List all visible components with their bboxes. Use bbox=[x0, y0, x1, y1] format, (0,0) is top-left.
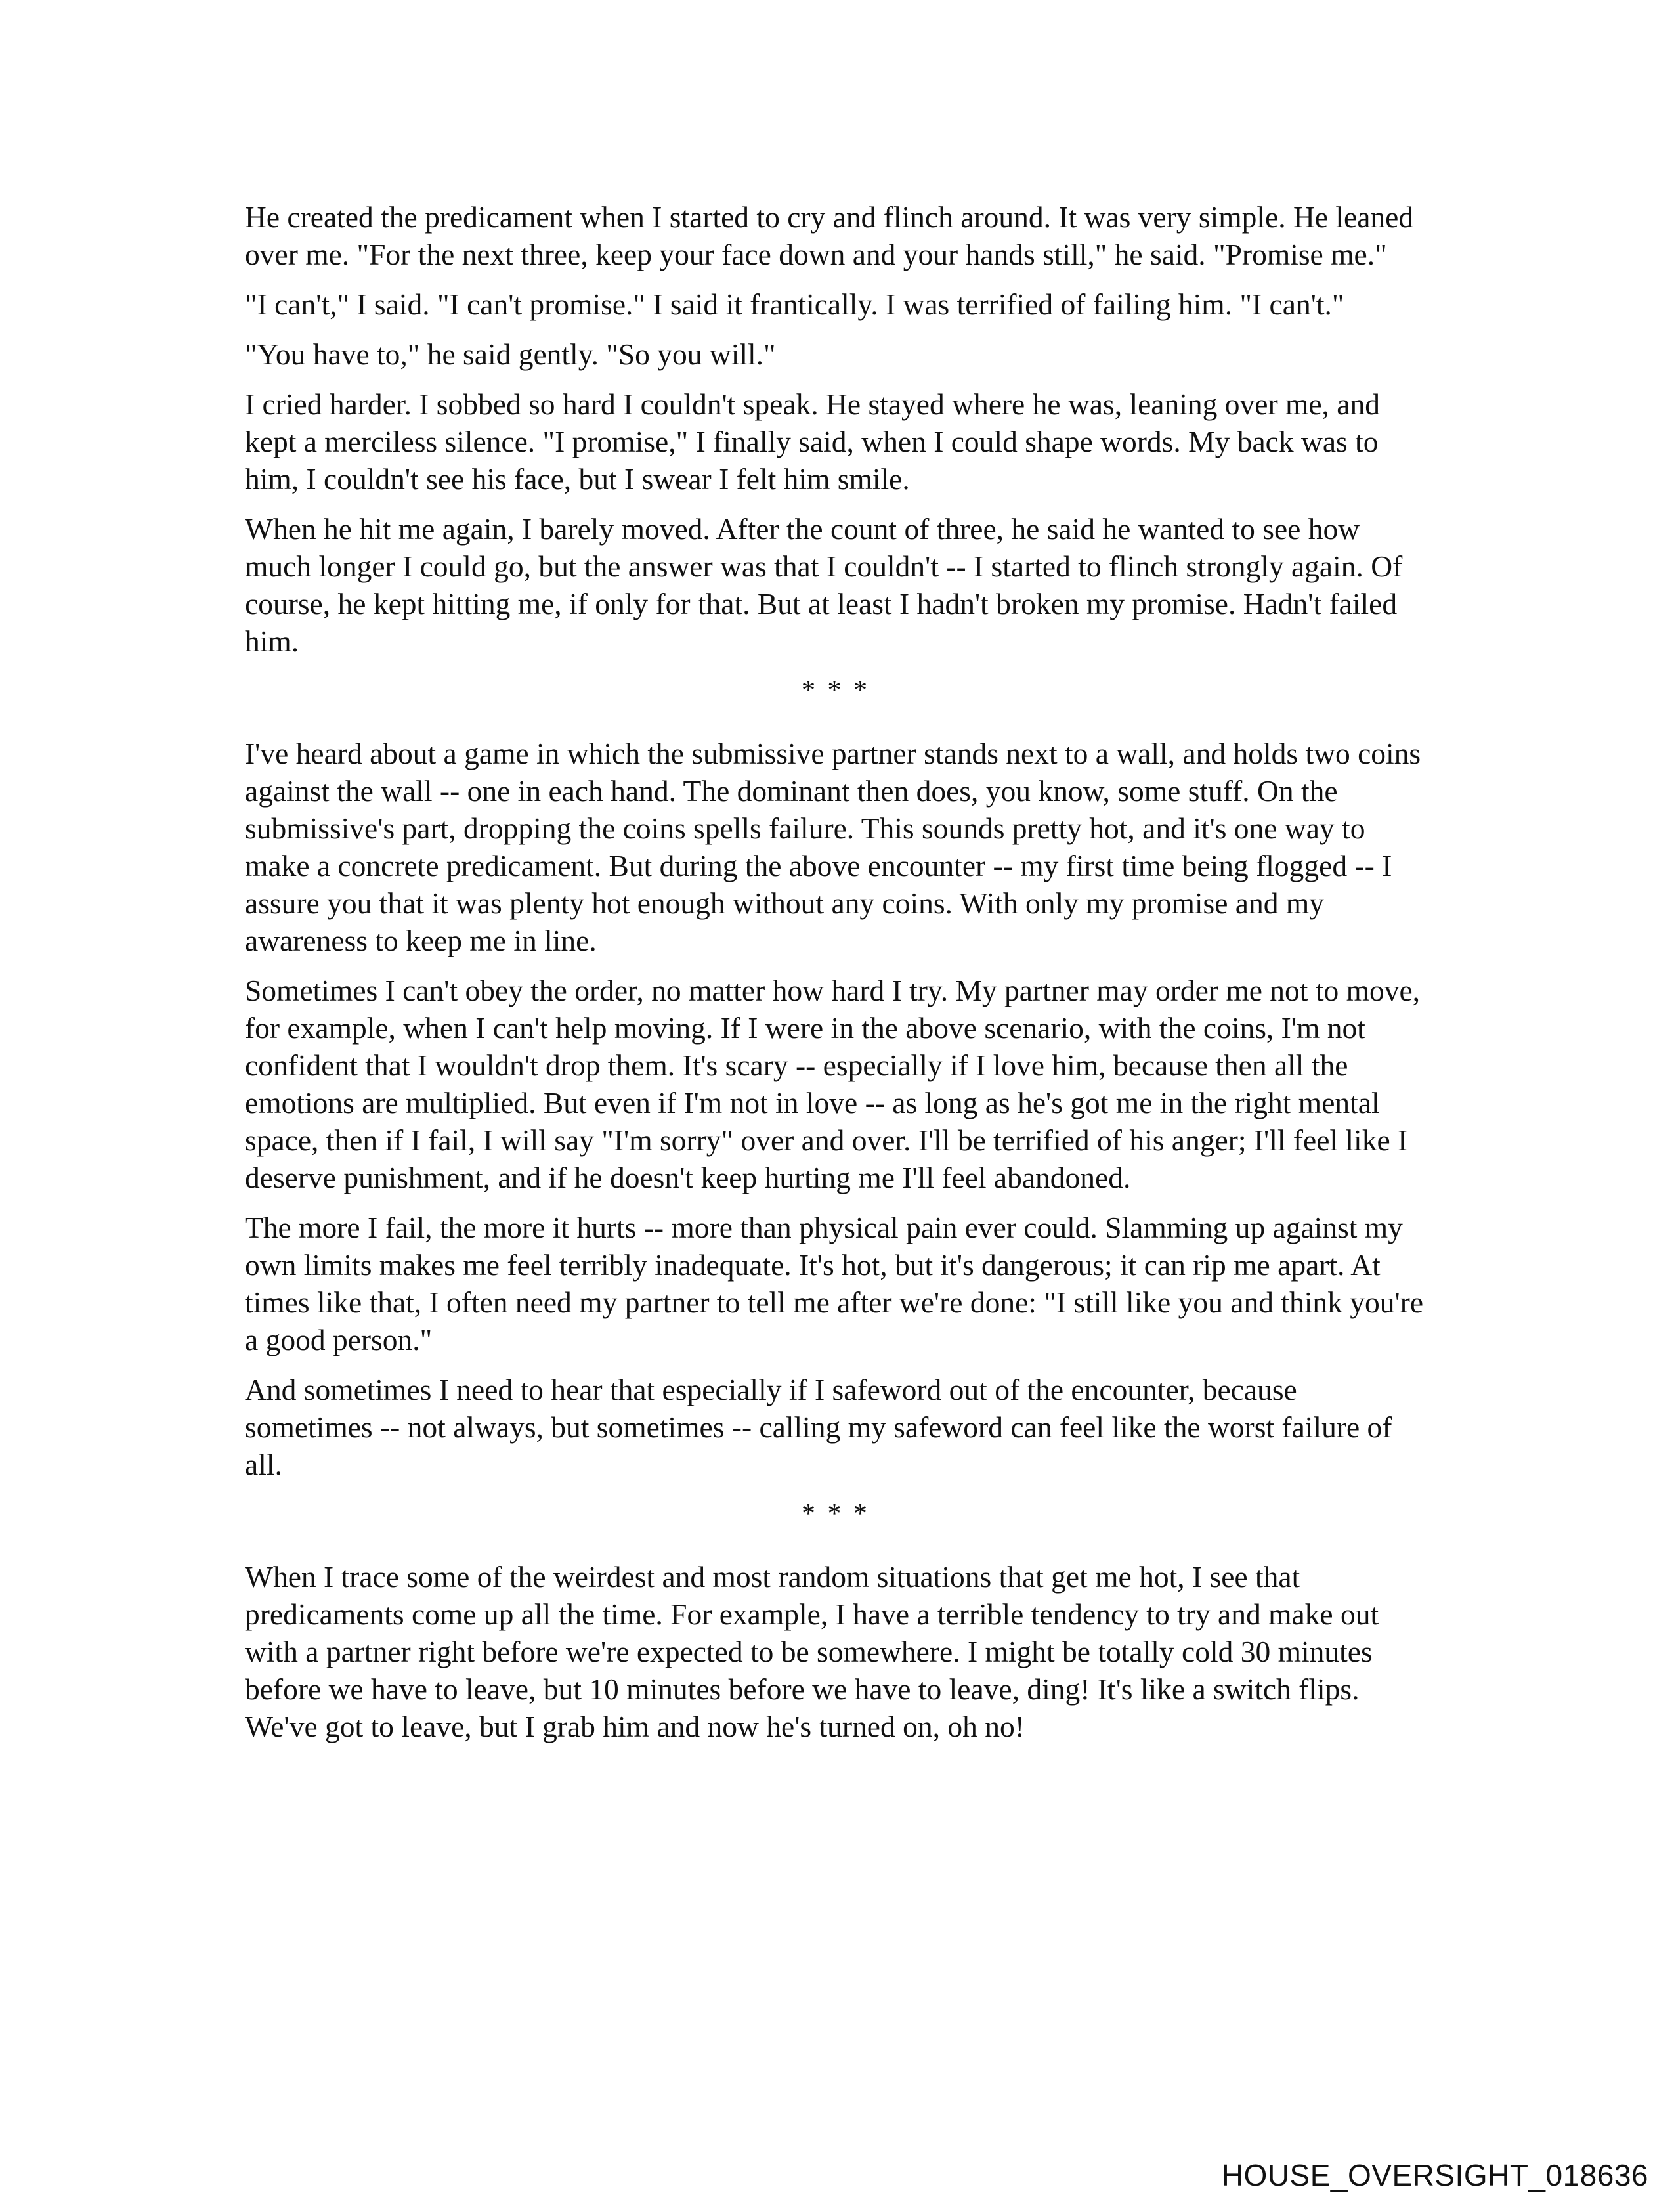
section-divider: * * * bbox=[802, 1499, 870, 1529]
paragraph: When he hit me again, I barely moved. After the count of three, he said he wanted to see how much longer I could go, but the answer was that I couldn't -- I started to flinch strongly again. Of course, he kept hitting me, if only for that. But at least I hadn't broken my promise. Hadn't failed him. bbox=[245, 512, 1403, 658]
paragraph: And sometimes I need to hear that especially if I safeword out of the encounter, because sometimes -- not always, but sometimes -- calling my safeword can feel like the worst failure of all. bbox=[245, 1373, 1392, 1481]
paragraph: "I can't," I said. "I can't promise." I said it frantically. I was terrified of failing him. "I can't." bbox=[245, 288, 1344, 321]
paragraph: He created the predicament when I started to cry and flinch around. It was very simple. He leaned over me. "For the next three, keep your face down and your hands still," he said. "Promise me." bbox=[245, 200, 1414, 271]
paragraph: The more I fail, the more it hurts -- more than physical pain ever could. Slamming up against my own limits makes me feel terribly inadequate. It's hot, but it's dangerous; it can rip me apart. At times like that, I often need my partner to tell me after we're done: "I still like you and think you're a good person." bbox=[245, 1211, 1424, 1356]
document-id-footer: HOUSE_OVERSIGHT_018636 bbox=[1221, 2158, 1648, 2192]
document-body bbox=[245, 198, 1427, 1758]
paragraph: I've heard about a game in which the submissive partner stands next to a wall, and holds two coins against the wall -- one in each hand. The dominant then does, you know, some stuff. On the submissive's part, dropping the coins spells failure. This sounds pretty hot, and it's one way to make a concrete predicament. But during the above encounter -- my first time being flogged -- I assure you that it was plenty hot enough without any coins. With only my promise and my awareness to keep me in line. bbox=[245, 737, 1421, 957]
section-divider: * * * bbox=[802, 676, 870, 706]
paragraph: "You have to," he said gently. "So you will." bbox=[245, 337, 776, 371]
paragraph: When I trace some of the weirdest and most random situations that get me hot, I see that predicaments come up all the time. For example, I have a terrible tendency to try and make out with a partner right before we're expected to be somewhere. I might be totally cold 30 minutes before we have to leave, but 10 minutes before we have to leave, ding! It's like a switch flips. We've got to leave, but I grab him and now he's turned on, oh no! bbox=[245, 1560, 1379, 1743]
paragraph: Sometimes I can't obey the order, no matter how hard I try. My partner may order me not to move, for example, when I can't help moving. If I were in the above scenario, with the coins, I'm not confident that I wouldn't drop them. It's scary -- especially if I love him, because then all the emotions are multiplied. But even if I'm not in love -- as long as he's got me in the right mental space, then if I fail, I will say "I'm sorry" over and over. I'll be terrified of his anger; I'll feel like I deserve punishment, and if he doesn't keep hurting me I'll feel abandoned. bbox=[245, 974, 1421, 1194]
paragraph: I cried harder. I sobbed so hard I couldn't speak. He stayed where he was, leaning over me, and kept a merciless silence. "I promise," I finally said, when I could shape words. My back was to him, I couldn't see his face, but I swear I felt him smile. bbox=[245, 387, 1380, 496]
